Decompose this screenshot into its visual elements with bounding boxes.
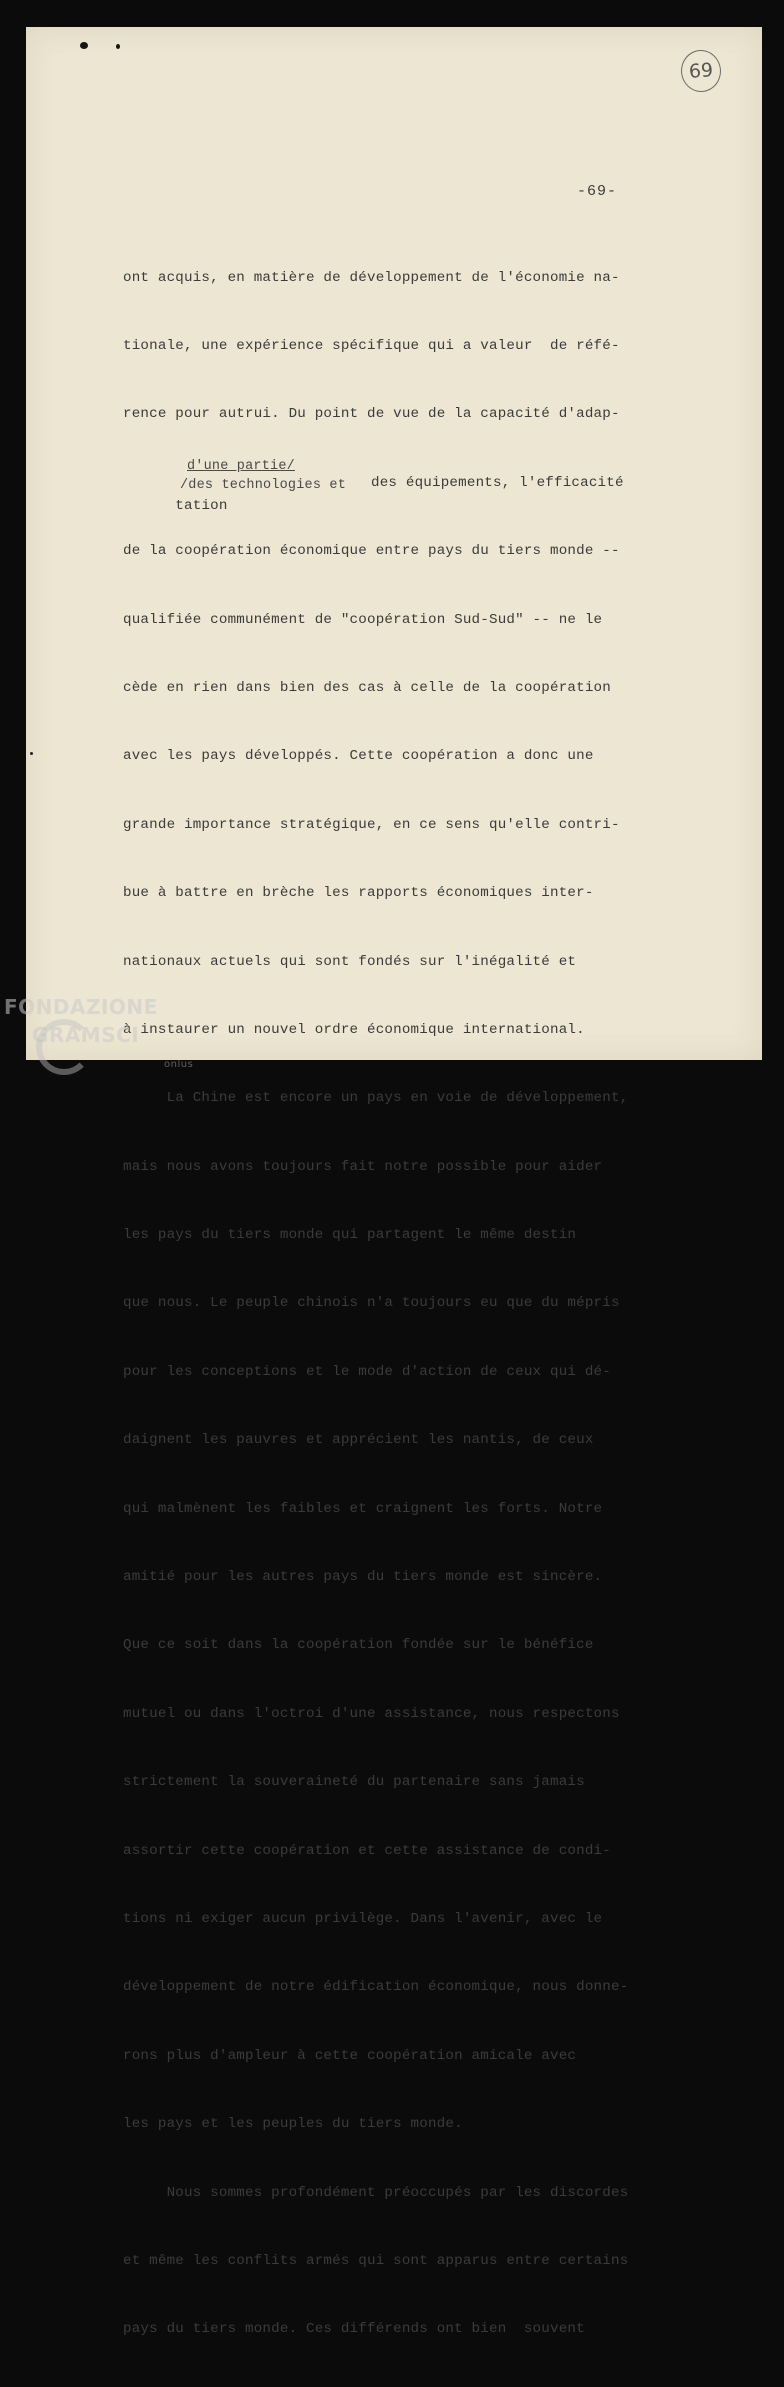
- punch-hole-mark-small: [116, 44, 120, 49]
- text-line: et même les conflits armés qui sont apparus entre certains: [123, 2252, 629, 2269]
- text-line: qui malmènent les faibles et craignent les forts. Notre: [123, 1500, 603, 1517]
- text-line: grande importance stratégique, en ce sens qu'elle contri-: [123, 816, 620, 833]
- text-line-start: tation: [175, 497, 228, 514]
- text-line: mutuel ou dans l'octroi d'une assistance, nous respectons: [123, 1705, 620, 1722]
- punch-hole-mark: [80, 42, 88, 49]
- typed-body-text: [123, 221, 683, 2387]
- text-line: de la coopération économique entre pays du tiers monde --: [123, 543, 620, 560]
- typed-page-number: -69-: [577, 183, 618, 200]
- margin-mark: [30, 752, 33, 755]
- text-line: rons plus d'ampleur à cette coopération amicale avec: [123, 2047, 577, 2064]
- text-line: rence pour autrui. Du point de vue de la capacité d'adap-: [123, 406, 620, 423]
- text-line: Que ce soit dans la coopération fondée sur le bénéfice: [123, 1637, 594, 1654]
- watermark-line-1: FONDAZIONE: [4, 995, 158, 1019]
- text-line: pays du tiers monde. Ces différends ont bien souvent: [123, 2321, 585, 2338]
- watermark-line-2: GRAMSCI: [32, 1023, 140, 1047]
- archive-watermark-logo: [4, 993, 194, 1070]
- text-line: nationaux actuels qui sont fondés sur l'inégalité et: [123, 953, 577, 970]
- handwritten-insertion-below: /des technologies et: [180, 477, 347, 493]
- text-line: qualifiée communément de "coopération Sud-Sud" -- ne le: [123, 611, 603, 628]
- text-line: à instaurer un nouvel ordre économique international.: [123, 1021, 585, 1038]
- text-line: les pays et les peuples du tiers monde.: [123, 2116, 463, 2133]
- text-line: avec les pays développés. Cette coopération a donc une: [123, 748, 594, 765]
- text-line: La Chine est encore un pays en voie de développement,: [123, 1090, 629, 1107]
- text-line: amitié pour les autres pays du tiers monde est sincère.: [123, 1569, 603, 1586]
- text-line: que nous. Le peuple chinois n'a toujours eu que du mépris: [123, 1295, 620, 1312]
- text-line: tions ni exiger aucun privilège. Dans l'avenir, avec le: [123, 1910, 603, 1927]
- text-line: tionale, une expérience spécifique qui a valeur de réfé-: [123, 337, 620, 354]
- text-line: Nous sommes profondément préoccupés par les discordes: [123, 2184, 629, 2201]
- text-line: développement de notre édification économique, nous donne-: [123, 1979, 629, 1996]
- text-line: bue à battre en brèche les rapports économiques inter-: [123, 885, 594, 902]
- watermark-g-icon: [36, 1019, 92, 1075]
- page-number-stamp: 69: [680, 49, 723, 94]
- text-line: strictement la souveraineté du partenaire sans jamais: [123, 1774, 585, 1791]
- text-line: cède en rien dans bien des cas à celle de la coopération: [123, 679, 611, 696]
- text-line: daignent les pauvres et apprécient les nantis, de ceux: [123, 1432, 594, 1449]
- text-line: assortir cette coopération et cette assistance de condi-: [123, 1842, 611, 1859]
- text-line: mais nous avons toujours fait notre possible pour aider: [123, 1158, 603, 1175]
- text-line: pour les conceptions et le mode d'action de ceux qui dé-: [123, 1363, 611, 1380]
- text-line-with-insertion: [123, 458, 683, 514]
- watermark-suffix: onlus: [164, 1059, 194, 1070]
- text-line: les pays du tiers monde qui partagent le même destin: [123, 1227, 577, 1244]
- text-line: ont acquis, en matière de développement de l'économie na-: [123, 269, 620, 286]
- text-line-end: des équipements, l'efficacité: [371, 474, 624, 491]
- handwritten-insertion-above: d'une partie/: [187, 458, 295, 474]
